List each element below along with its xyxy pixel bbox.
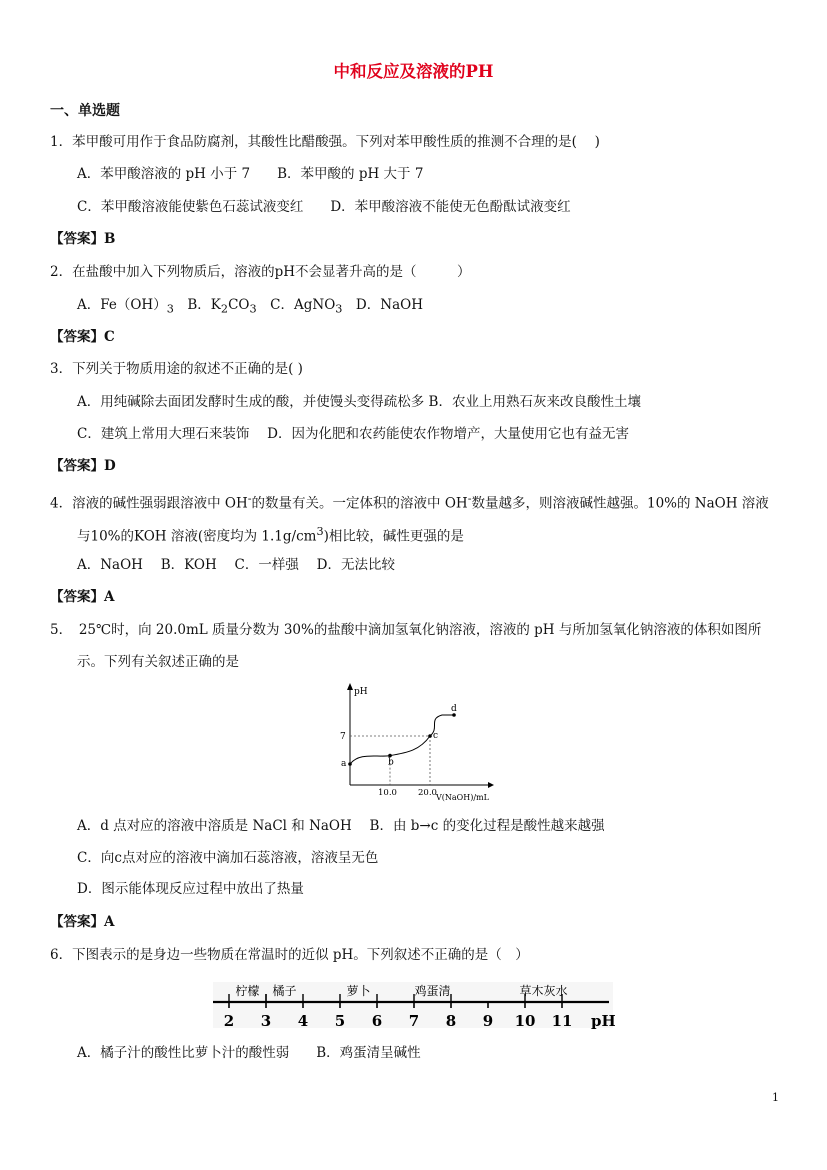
ph-curve <box>350 715 454 764</box>
scale-tick-label: 6 <box>371 1012 383 1030</box>
scale-tick-label: 4 <box>297 1012 309 1030</box>
point-a <box>348 762 352 766</box>
superscript: - <box>467 492 472 505</box>
q2-option-b: B．K <box>173 297 221 313</box>
q3-answer <box>50 456 116 476</box>
answer-label: 【答案】 <box>50 329 104 345</box>
scale-tick-label: 8 <box>445 1012 457 1030</box>
subscript: 2 <box>220 302 229 316</box>
q4-text: 数量越多，则溶液碱性越强。10%的 NaOH 溶液 <box>471 495 769 512</box>
q2-option-c: C．AgNO <box>256 297 336 313</box>
q4-stem-line1 <box>50 489 769 514</box>
x-tick-label: 10.0 <box>378 788 397 798</box>
x-axis-arrow <box>488 782 494 788</box>
q2-option-a: A．Fe（OH） <box>77 297 167 313</box>
point-label-a: a <box>341 759 347 769</box>
x-axis-label: V(NaOH)/mL <box>436 793 489 802</box>
point-c <box>428 734 432 738</box>
q5-option-c: C．向c点对应的溶液中滴加石蕊溶液，溶液呈无色 <box>77 850 379 866</box>
scale-tick-label: 2 <box>223 1012 235 1030</box>
point-label-b: b <box>388 757 394 768</box>
q2-options <box>77 295 423 320</box>
q6-options: A．橘子汁的酸性比萝卜汁的酸性弱 B．鸡蛋清呈碱性 <box>77 1045 421 1061</box>
q5-stem-line2: 示。下列有关叙述正确的是 <box>77 654 239 670</box>
q4-text: 与10%的KOH 溶液(密度均为 1.1g/cm <box>77 528 317 545</box>
scale-tick-label: 11 <box>551 1012 573 1030</box>
point-label-d: d <box>451 704 457 714</box>
q2-option-b-mid: CO <box>228 297 250 313</box>
x-tick-label: 20.0 <box>418 788 437 798</box>
q4-text: 的数量有关。一定体积的溶液中 OH <box>251 495 468 512</box>
section-heading: 一、单选题 <box>50 103 120 119</box>
q3-options-ab: A．用纯碱除去面团发酵时生成的酸，并使馒头变得疏松多 B．农业上用熟石灰来改良酸性土壤 <box>77 394 641 410</box>
substance-label: 柠檬 <box>235 984 260 998</box>
scale-unit: pH <box>591 1012 616 1030</box>
q1-stem: 1．苯甲酸可用作于食品防腐剂，其酸性比醋酸强。下列对苯甲酸性质的推测不合理的是( ) <box>50 134 600 150</box>
subscript: 3 <box>335 302 343 316</box>
q3-stem: 3．下列关于物质用途的叙述不正确的是( ) <box>50 361 303 377</box>
answer-value: A <box>104 589 115 605</box>
q5-option-d: D．图示能体现反应过程中放出了热量 <box>77 881 304 897</box>
y-axis-label: pH <box>354 687 368 697</box>
q6-stem: 6．下图表示的是身边一些物质在常温时的近似 pH。下列叙述不正确的是（ ） <box>50 947 529 963</box>
scale-tick-label: 5 <box>334 1012 346 1030</box>
y-axis-arrow <box>347 683 353 690</box>
subscript: 3 <box>166 302 174 316</box>
point-label-c: c <box>433 731 439 741</box>
q5-answer <box>50 912 114 932</box>
scale-tick-label: 10 <box>514 1012 536 1030</box>
q1-answer <box>50 229 115 249</box>
q5-option-ab: A．d 点对应的溶液中溶质是 NaCl 和 NaOH B．由 b→c 的变化过程是酸性越来越强 <box>77 818 605 834</box>
scale-tick-label: 9 <box>482 1012 494 1030</box>
subscript: 3 <box>249 302 257 316</box>
answer-label: 【答案】 <box>50 458 104 474</box>
y-tick-label: 7 <box>340 732 346 742</box>
answer-label: 【答案】 <box>50 589 104 605</box>
substance-label: 橘子 <box>272 984 297 998</box>
q1-options-cd: C．苯甲酸溶液能使紫色石蕊试液变红 D．苯甲酸溶液不能使无色酚酞试液变红 <box>77 199 571 215</box>
scale-tick-label: 7 <box>408 1012 420 1030</box>
chart-marks <box>340 704 457 798</box>
scale-tick-label: 3 <box>260 1012 272 1030</box>
substance-label: 萝卜 <box>346 984 371 998</box>
answer-value: B <box>104 231 116 247</box>
answer-value: C <box>104 329 115 345</box>
q4-text: 4．溶液的碱性强弱跟溶液中 OH <box>50 495 248 512</box>
answer-value: A <box>104 914 115 930</box>
superscript: 3 <box>316 525 324 538</box>
answer-label: 【答案】 <box>50 914 104 930</box>
q2-answer <box>50 327 115 347</box>
q2-option-d: D．NaOH <box>342 297 423 313</box>
page-number: 1 <box>772 1091 779 1104</box>
superscript: - <box>247 492 252 505</box>
q2-stem: 2．在盐酸中加入下列物质后，溶液的pH不会显著升高的是（ ） <box>50 264 471 280</box>
q4-answer <box>50 587 114 607</box>
substance-label: 鸡蛋清 <box>414 984 451 998</box>
q4-options: A．NaOH B．KOH C．一样强 D．无法比较 <box>77 557 395 573</box>
page-title: 中和反应及溶液的PH <box>333 62 494 81</box>
q3-options-cd: C．建筑上常用大理石来装饰 D．因为化肥和农药能使农作物增产，大量使用它也有益无害 <box>77 426 629 442</box>
answer-value: D <box>104 458 116 474</box>
answer-label: 【答案】 <box>50 231 104 247</box>
ph-scale-figure <box>205 978 625 1034</box>
q4-stem-line2 <box>77 522 464 547</box>
substance-label: 草木灰水 <box>519 984 568 998</box>
q4-text: )相比较，碱性更强的是 <box>323 528 464 545</box>
ph-titration-chart <box>338 680 498 802</box>
q1-options-ab: A．苯甲酸溶液的 pH 小于 7 B．苯甲酸的 pH 大于 7 <box>77 166 424 182</box>
q5-stem-line1: 5． 25℃时，向 20.0mL 质量分数为 30%的盐酸中滴加氢氧化钠溶液，溶液的 pH 与所加氢氧化钠溶液的体积如图所 <box>50 622 762 638</box>
